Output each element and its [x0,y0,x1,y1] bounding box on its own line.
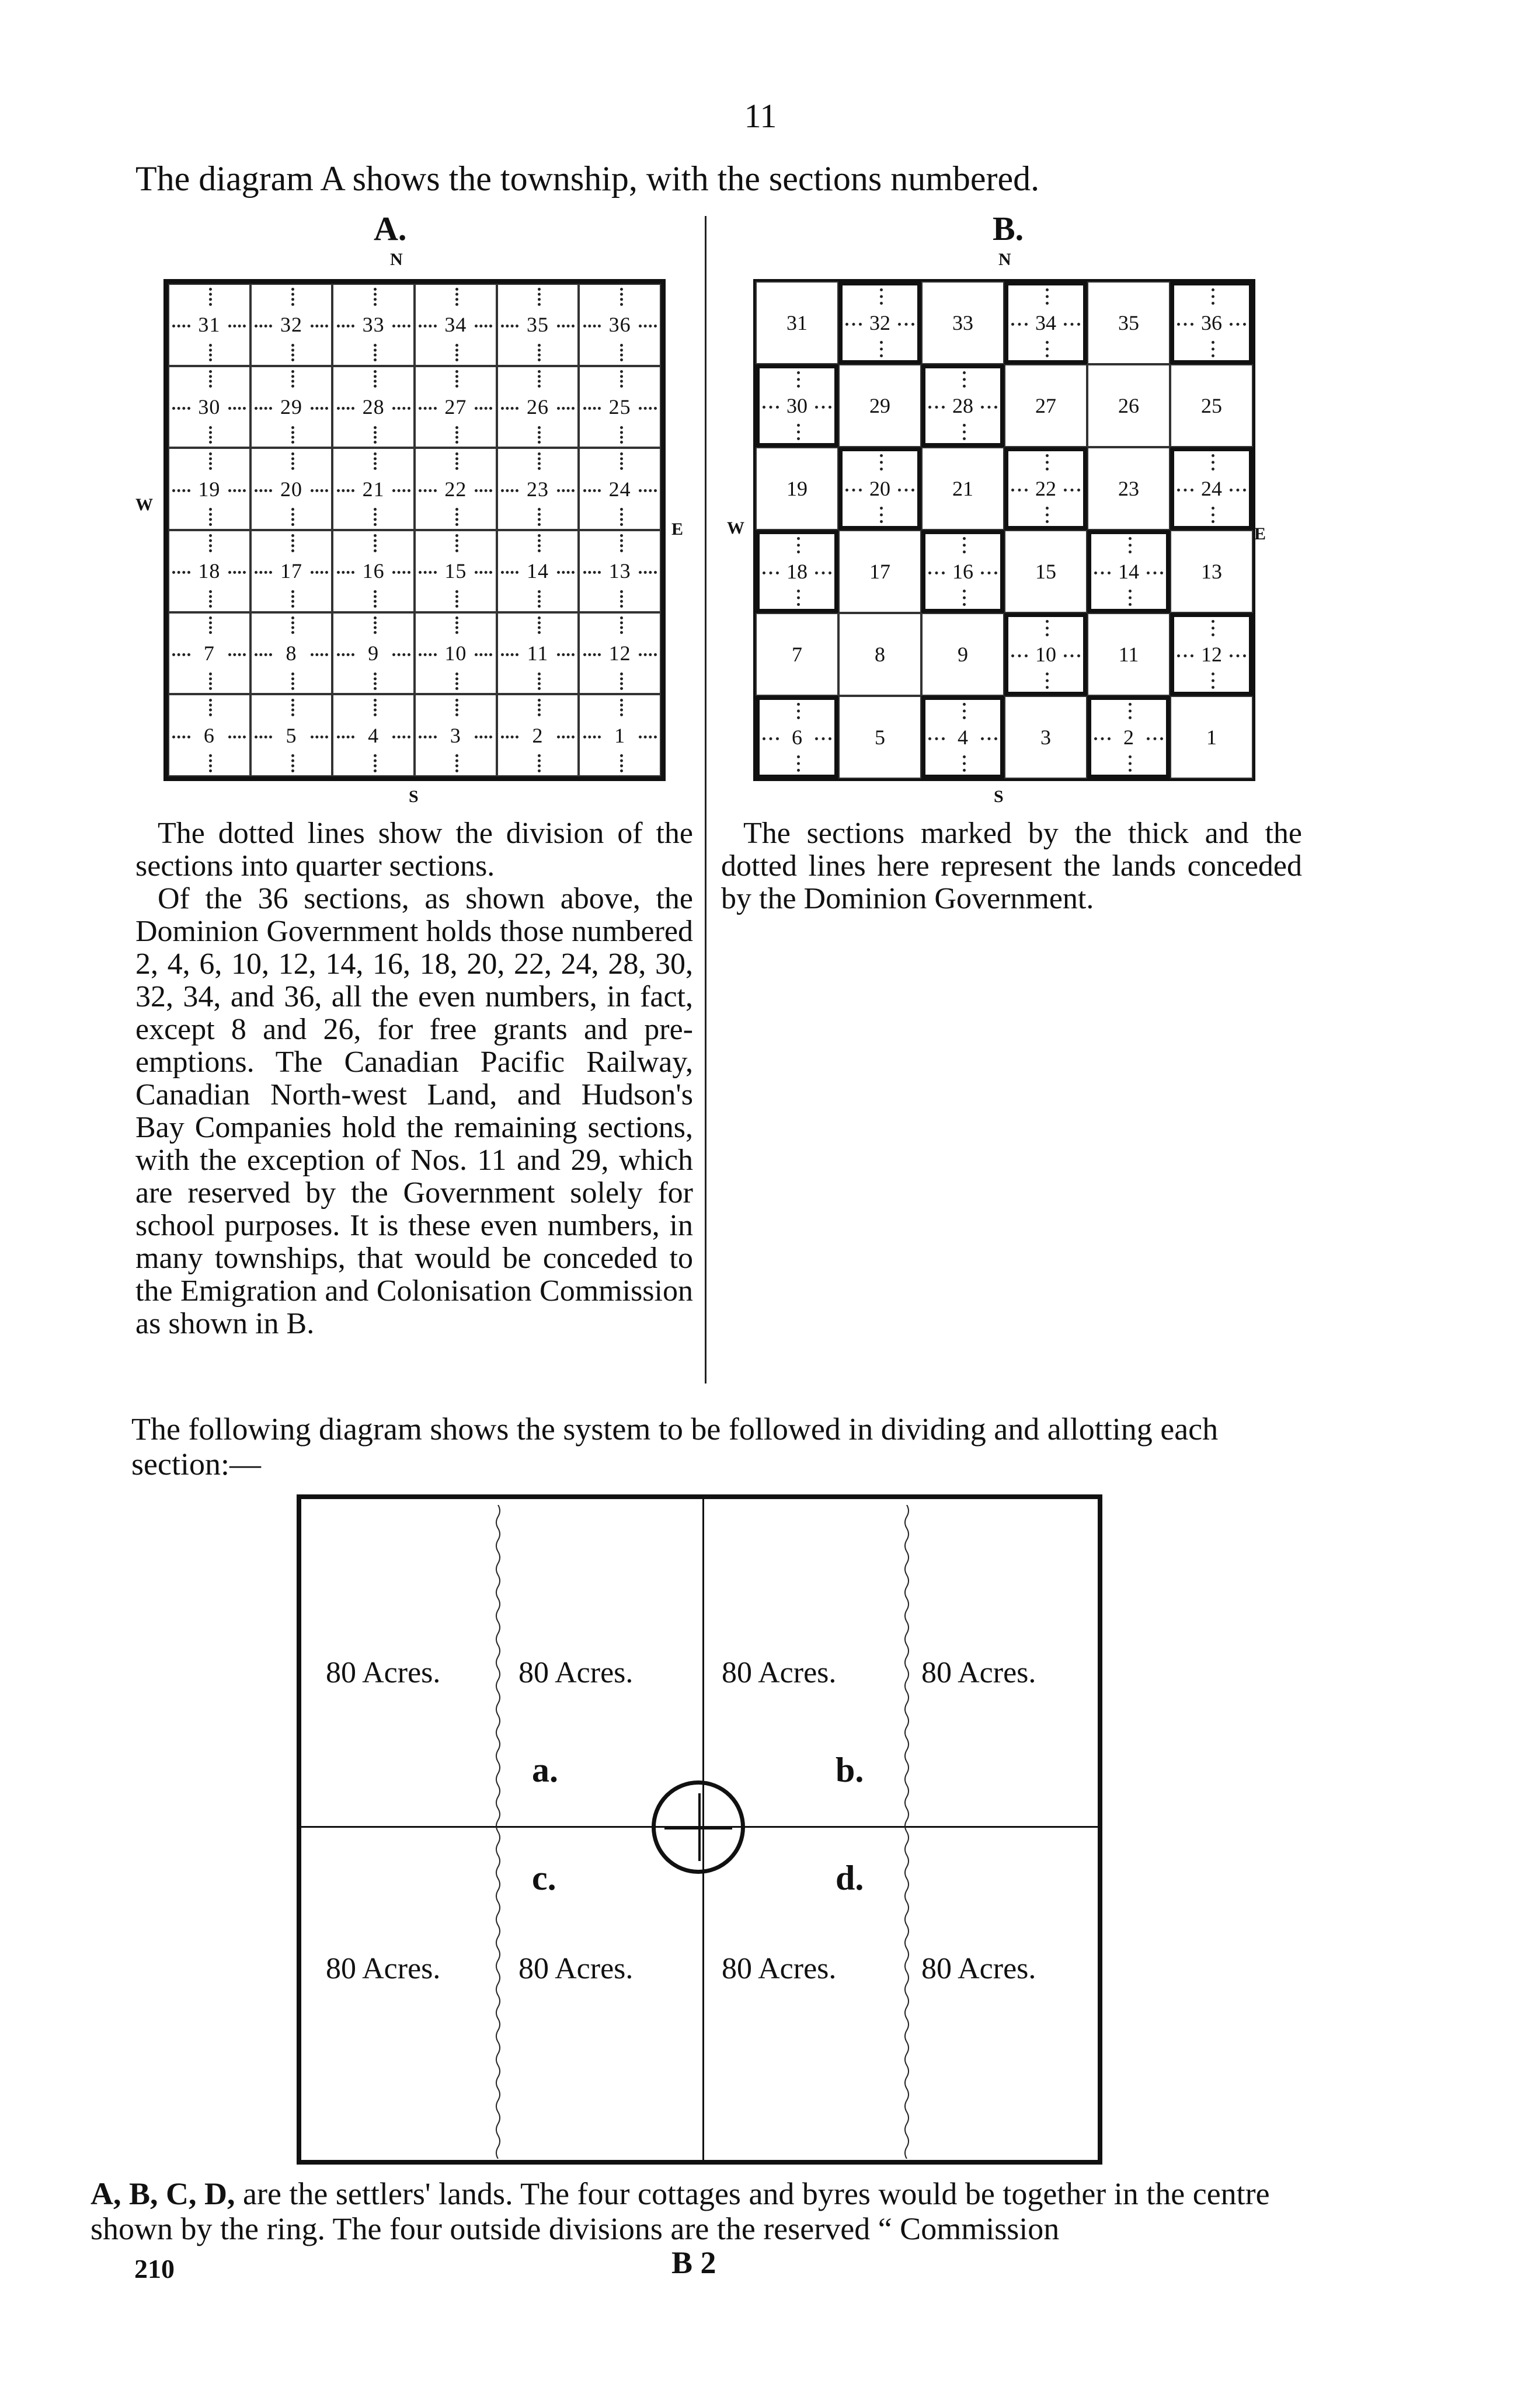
section-cell [1170,281,1253,364]
section-number: 1 [612,723,628,748]
section-number: 14 [1116,559,1141,584]
section-cell [1170,364,1253,447]
acre-label-d: 80 Acres. [722,1952,837,1985]
section-cell [497,366,579,448]
section-cell [332,612,415,695]
section-number: 7 [201,641,217,665]
section-cell [168,694,250,776]
section-cell [1087,364,1170,447]
right-column-text [721,817,1302,915]
plot-letter-a: a. [532,1751,558,1789]
section-number: 21 [360,477,387,501]
intro-text: The diagram A shows the township, with the sections numbered. [135,159,1040,198]
section-cell [250,448,333,530]
section-cell [756,447,838,530]
section-cell [332,694,415,776]
section-cell [1087,613,1170,696]
section-cell [921,613,1004,696]
section-number: 20 [867,476,893,501]
section-number: 26 [1116,393,1141,418]
section-cell [168,284,250,366]
section-number: 27 [1033,393,1059,418]
section-cell [921,281,1004,364]
section-number: 33 [360,312,387,337]
section-cell [579,612,661,695]
section-cell [415,284,497,366]
diagram-a-south: S [409,787,419,806]
plot-letter-c: c. [532,1859,556,1897]
section-cell [332,530,415,612]
section-cell [332,366,415,448]
section-cell [497,694,579,776]
conceded-paragraph: The sections marked by the thick and the dotted lines here represent the lands conceded by the Dominion Government. [721,817,1302,915]
section-number: 1 [1204,725,1219,750]
section-number: 15 [442,559,469,583]
acre-label-sw-outer: 80 Acres. [326,1952,441,1985]
section-number: 8 [872,642,887,667]
section-cell [1004,613,1087,696]
section-cell [921,696,1004,779]
section-number: 35 [1116,311,1141,335]
cottage-ring [652,1780,745,1874]
section-number: 23 [524,477,551,501]
section-diagram [297,1494,1102,2165]
sections-paragraph: Of the 36 sections, as shown above, the Dominion Government holds those numbered 2, 4, 6, 10, 12, 14, 16, 18, 20, 22, 24, 28, 30, 32, 34, and 36, all the even numbers, in fact, except 8 and 26, for free grants and pre-emptions. The Canadian Pacific Railway, Canadian North-west Land, and Hudson's Bay Companies hold the remaining sections, with the exception of Nos. 11 and 29, which are reserved by the Government solely for school purposes. It is these even numbers, in many townships, that would be conceded to the Emigration and Colonisation Commission as shown in B. [135,882,693,1340]
section-number: 4 [955,725,970,750]
section-number: 2 [530,723,545,748]
section-number: 33 [950,311,976,335]
section-cell [168,530,250,612]
section-cell [168,366,250,448]
section-number: 10 [1033,642,1059,667]
section-cell [921,530,1004,613]
township-grid-b [753,279,1255,781]
wavy-divider-left [494,1505,502,2159]
section-cell [838,364,921,447]
section-number: 31 [784,311,810,335]
section-intro-text: The following diagram shows the system to be followed in dividing and allotting each section:— [131,1412,1219,1482]
section-number: 23 [1116,476,1141,501]
dotted-lines-paragraph: The dotted lines show the division of the sections into quarter sections. [135,817,693,883]
section-number: 9 [955,642,970,667]
section-number: 22 [1033,476,1059,501]
section-cell [497,284,579,366]
section-number: 32 [867,311,893,335]
section-cell [1004,447,1087,530]
section-cell [756,613,838,696]
section-cell [1087,530,1170,613]
section-number: 11 [1116,642,1141,667]
acre-label-se-outer: 80 Acres. [921,1952,1036,1985]
section-cell [497,530,579,612]
section-cell [168,448,250,530]
signature-mark: B 2 [671,2245,716,2280]
section-cell [579,366,661,448]
section-number: 2 [1121,725,1136,750]
section-cell [838,281,921,364]
section-number: 34 [1033,311,1059,335]
section-cell [579,284,661,366]
acre-label-c: 80 Acres. [518,1952,634,1985]
page-number: 11 [744,97,777,135]
section-number: 35 [524,312,551,337]
section-cell [1004,530,1087,613]
section-cell [250,612,333,695]
diagram-a-title: A. [374,210,407,248]
section-number: 27 [442,395,469,419]
diagram-b-north: N [998,250,1011,269]
section-number: 11 [525,641,551,665]
section-number: 16 [950,559,976,584]
section-number: 5 [283,723,299,748]
section-number: 26 [524,395,551,419]
section-cell [1170,447,1253,530]
section-number: 16 [360,559,387,583]
section-cell [838,613,921,696]
diagram-b-west: W [727,518,744,538]
section-number: 30 [196,395,222,419]
diagram-a-east: E [671,520,684,539]
section-cell [579,530,661,612]
section-cell [838,530,921,613]
section-number: 13 [607,559,634,583]
section-number: 36 [607,312,634,337]
section-number: 15 [1033,559,1059,584]
section-number: 8 [283,641,299,665]
section-number: 14 [524,559,551,583]
section-cell [579,448,661,530]
section-cell [756,696,838,779]
signature-number: 210 [134,2254,175,2284]
diagram-b-east: E [1254,524,1266,543]
plot-letter-d: d. [836,1859,864,1897]
section-number: 29 [867,393,893,418]
section-number: 34 [442,312,469,337]
section-number: 21 [950,476,976,501]
section-cell [921,447,1004,530]
section-number: 10 [442,641,469,665]
section-number: 17 [278,559,305,583]
section-cell [250,694,333,776]
section-number: 18 [196,559,222,583]
section-number: 36 [1199,311,1224,335]
section-number: 12 [1199,642,1224,667]
diagram-b-title: B. [993,210,1024,248]
section-number: 29 [278,395,305,419]
township-grid-a [163,279,666,781]
diagram-a-west: W [135,495,153,514]
section-number: 13 [1199,559,1224,584]
section-number: 24 [1199,476,1224,501]
section-cell [415,448,497,530]
section-cell [497,612,579,695]
footer-text [91,2176,1305,2246]
section-number: 9 [366,641,381,665]
section-number: 20 [278,477,305,501]
section-cell [332,448,415,530]
acre-label-ne-outer: 80 Acres. [921,1656,1036,1689]
section-cell [168,612,250,695]
section-number: 32 [278,312,305,337]
section-number: 6 [789,725,805,750]
section-number: 25 [607,395,634,419]
section-cell [1170,696,1253,779]
section-cell [1004,696,1087,779]
section-number: 22 [442,477,469,501]
section-cell [415,612,497,695]
section-cell [921,364,1004,447]
section-cell [579,694,661,776]
section-number: 5 [872,725,887,750]
section-cell [415,366,497,448]
section-cell [250,366,333,448]
wavy-divider-right [903,1505,911,2159]
section-cell [838,696,921,779]
section-cell [1087,696,1170,779]
section-number: 12 [607,641,634,665]
footer-letters: A, B, C, D, [91,2176,235,2211]
left-column-text [135,817,693,1340]
section-number: 28 [360,395,387,419]
section-number: 3 [448,723,464,748]
section-cell [332,284,415,366]
footer-sentence: are the settlers' lands. The four cottages and byres would be together in the centre shown by the ring. The four outside divisions are the reserved “ Commission [91,2176,1270,2246]
section-cell [756,281,838,364]
section-cell [1004,364,1087,447]
section-number: 17 [867,559,893,584]
section-cell [1004,281,1087,364]
column-divider [705,216,706,1384]
section-cell [1087,281,1170,364]
plot-letter-b: b. [836,1751,864,1789]
section-cell [1170,530,1253,613]
section-number: 24 [607,477,634,501]
section-number: 25 [1199,393,1224,418]
section-cell [756,530,838,613]
section-number: 19 [784,476,810,501]
section-cell [497,448,579,530]
section-number: 3 [1038,725,1053,750]
section-number: 31 [196,312,222,337]
section-cell [838,447,921,530]
section-number: 28 [950,393,976,418]
section-number: 30 [784,393,810,418]
section-cell [756,364,838,447]
diagram-b-south: S [994,787,1004,806]
section-number: 18 [784,559,810,584]
section-number: 4 [366,723,381,748]
section-cell [415,530,497,612]
acre-label-b: 80 Acres. [722,1656,837,1689]
acre-label-a: 80 Acres. [518,1656,634,1689]
section-cell [415,694,497,776]
section-number: 6 [201,723,217,748]
acre-label-nw-outer: 80 Acres. [326,1656,441,1689]
section-number: 7 [789,642,805,667]
section-cell [1087,447,1170,530]
section-cell [250,530,333,612]
diagram-a-north: N [390,250,403,269]
section-number: 19 [196,477,222,501]
section-cell [1170,613,1253,696]
section-cell [250,284,333,366]
